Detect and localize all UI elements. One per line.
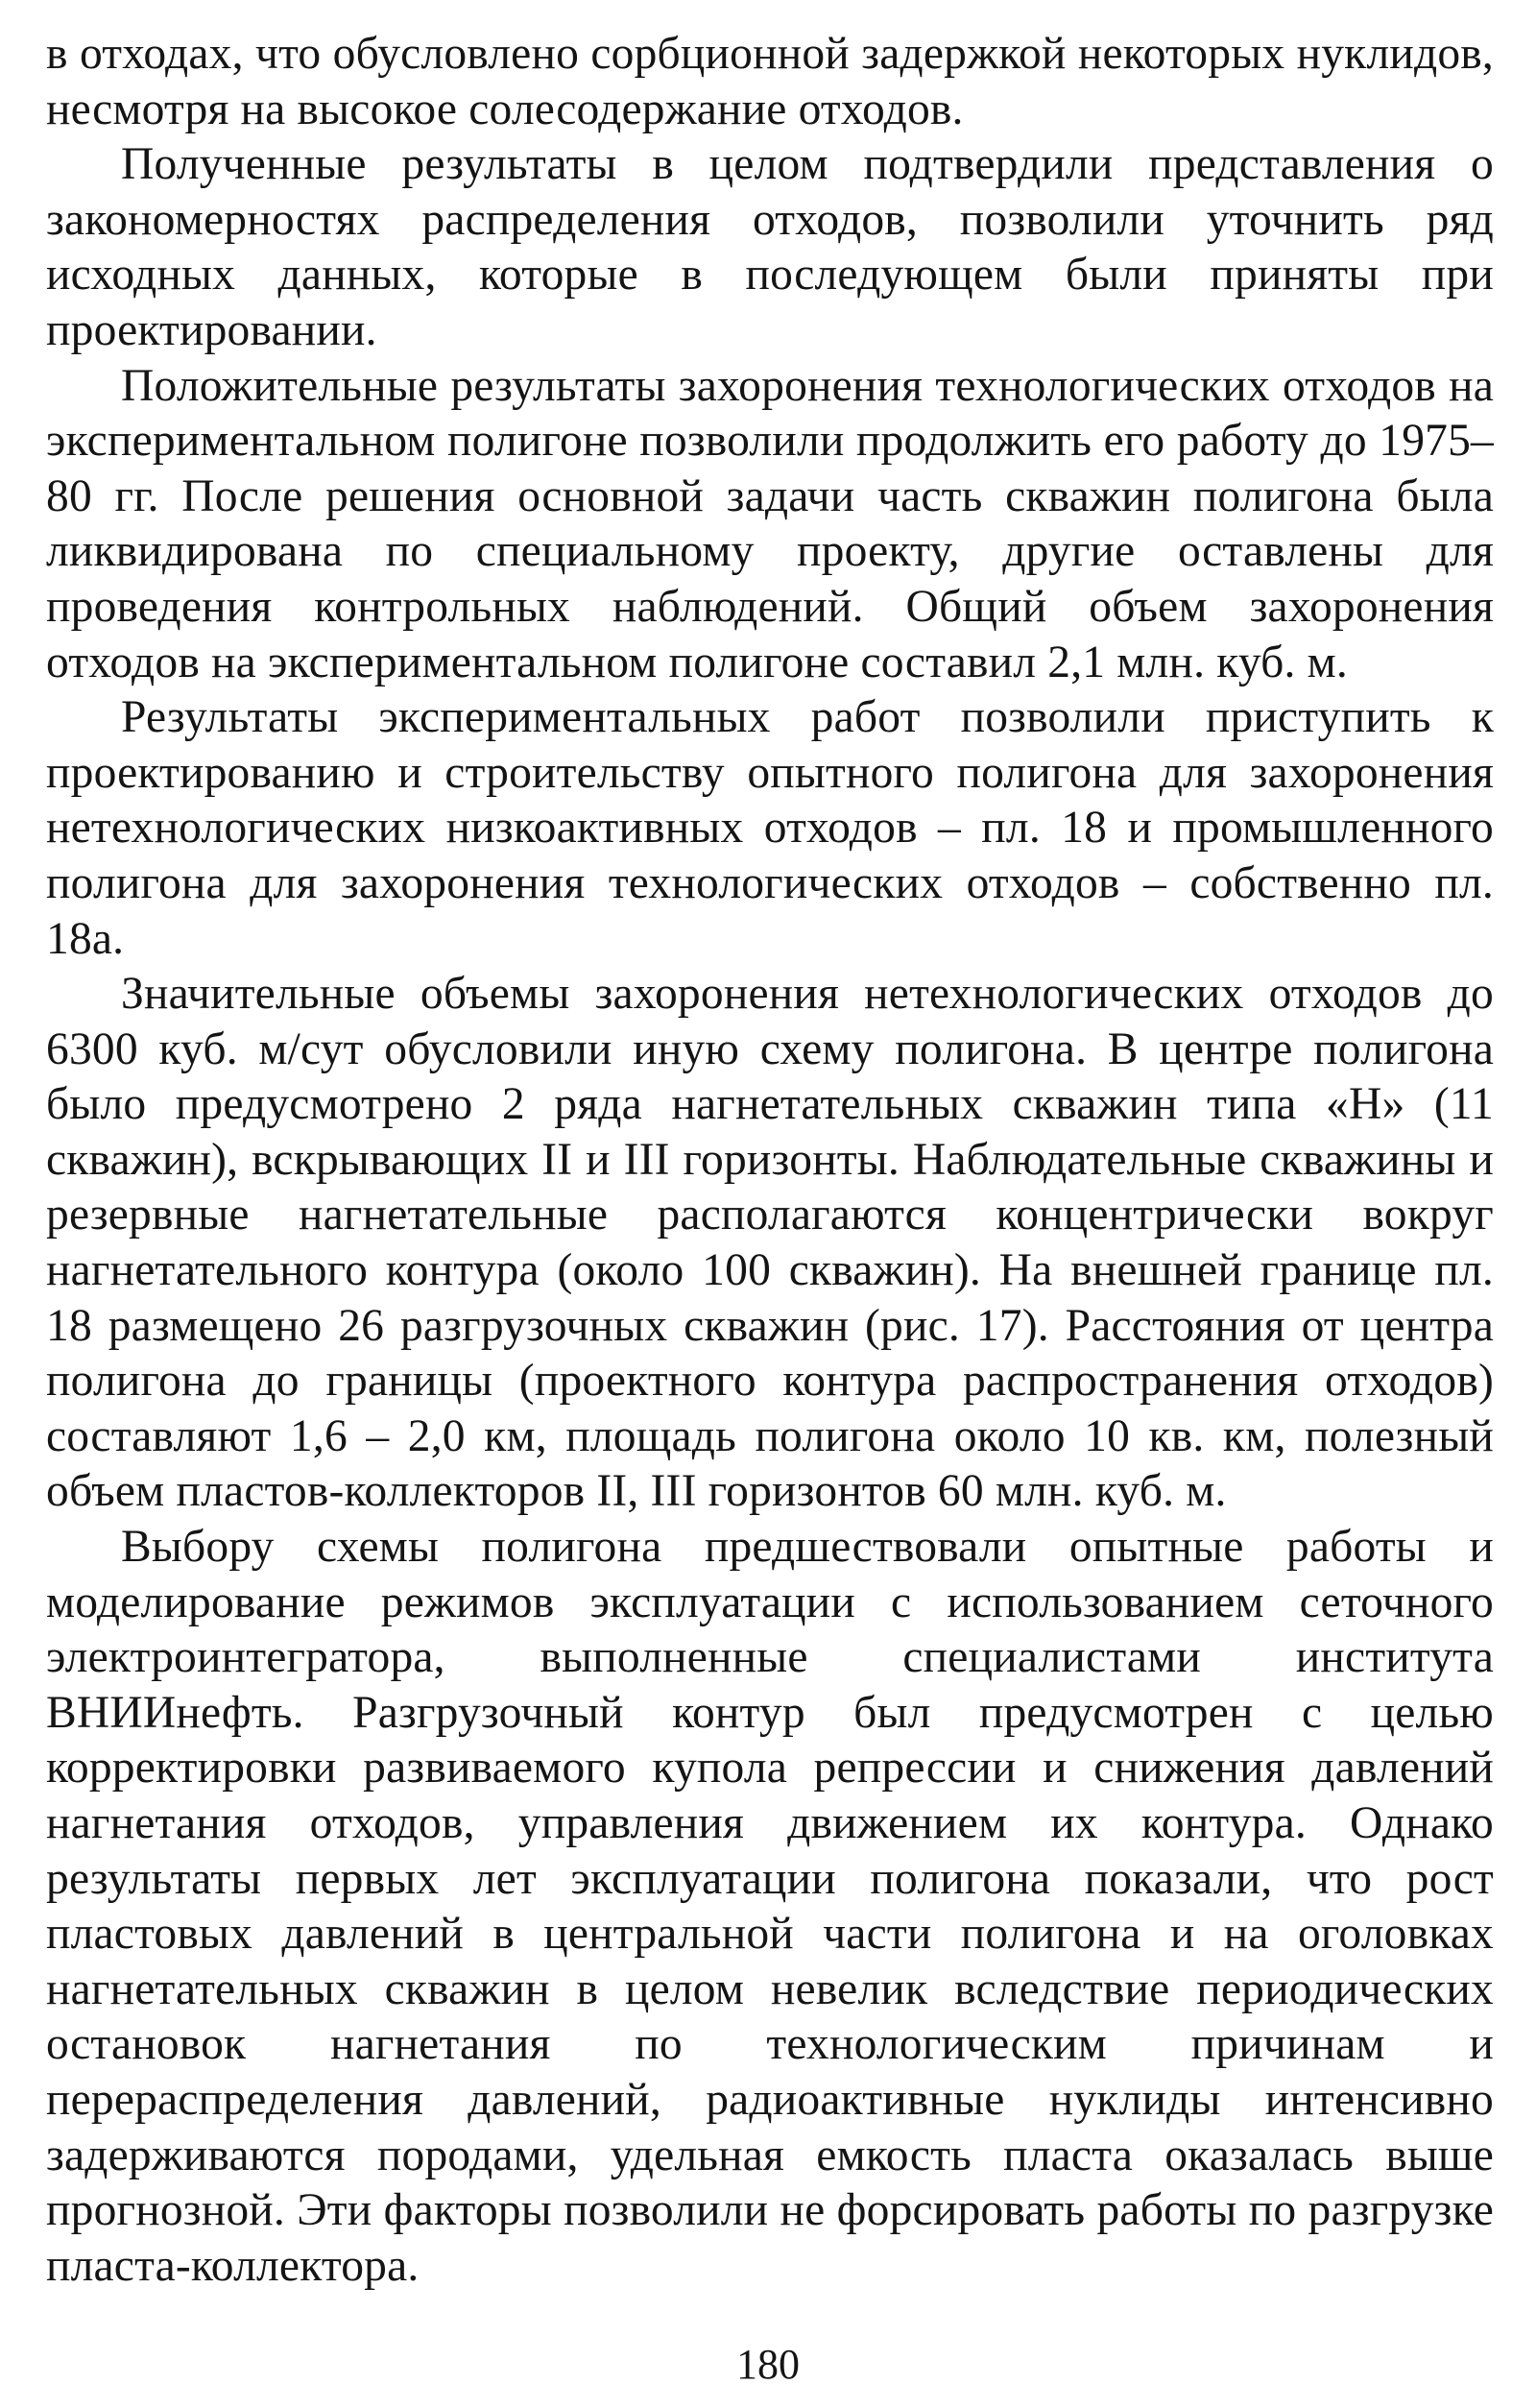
body-text (46, 27, 1494, 2294)
paragraph-results-confirmed: Полученные результаты в целом подтвердили представления о закономерностях распределения отходов, позволили уточнить ряд исходных данных, которые в последующем были приняты при проектировании. (46, 139, 1494, 355)
paragraph-polygon-scheme: Значительные объемы захоронения нетехнологических отходов до 6300 куб. м/сут обусловили иную схему полигона. В центре полигона было предусмотрено 2 ряда нагнетательных скважин типа «Н» (11 скважин), вскрывающих II и III горизонты. Наблюдательные скважины и резервные нагнетательные располагаются концентрически вокруг нагнетательного контура (около 100 скважин). На внешней границе пл. 18 размещено 26 разгрузочных скважин (рис. 17). Расстояния от центра полигона до границы (проектного контура распространения отходов) составляют 1,6 – 2,0 км, площадь полигона около 10 кв. км, полезный объем пластов-коллекторов II, III горизонтов 60 млн. куб. м. (46, 969, 1494, 1517)
page-number: 180 (736, 2341, 800, 2388)
paragraph-design-construction: Результаты экспериментальных работ позволили приступить к проектированию и строительству опытного полигона для захоронения нетехнологических низкоактивных отходов – пл. 18 и промышленного полигона для захоронения технологических отходов – собственно пл. 18а. (46, 692, 1494, 964)
paragraph-continued: в отходах, что обусловлено сорбционной задержкой некоторых нуклидов, несмотря на высокое солесодержание отходов. (46, 29, 1494, 134)
paragraph-modeling-operation: Выбору схемы полигона предшествовали опытные работы и моделирование режимов эксплуатации с использованием сеточного электроинтегратора, выполненные специалистами института ВНИИнефть. Разгрузочный контур был предусмотрен с целью корректировки развиваемого купола репрессии и снижения давлений нагнетания отходов, управления движением их контура. Однако результаты первых лет эксплуатации полигона показали, что рост пластовых давлений в центральной части полигона и на оголовках нагнетательных скважин в целом невелик вследствие периодических остановок нагнетания по технологическим причинам и перераспределения давлений, радиоактивные нуклиды интенсивно задерживаются породами, удельная емкость пласта оказалась выше прогнозной. Эти факторы позволили не форсировать работы по разгрузке пласта-коллектора. (46, 1522, 1494, 2291)
book-page (46, 27, 1494, 2370)
paragraph-experimental-polygon: Положительные результаты захоронения технологических отходов на экспериментальном полигоне позволили продолжить его работу до 1975–80 гг. После решения основной задачи часть скважин полигона была ликвидирована по специальному проекту, другие оставлены для проведения контрольных наблюдений. Общий объем захоронения отходов на экспериментальном полигоне составил 2,1 млн. куб. м. (46, 360, 1494, 687)
